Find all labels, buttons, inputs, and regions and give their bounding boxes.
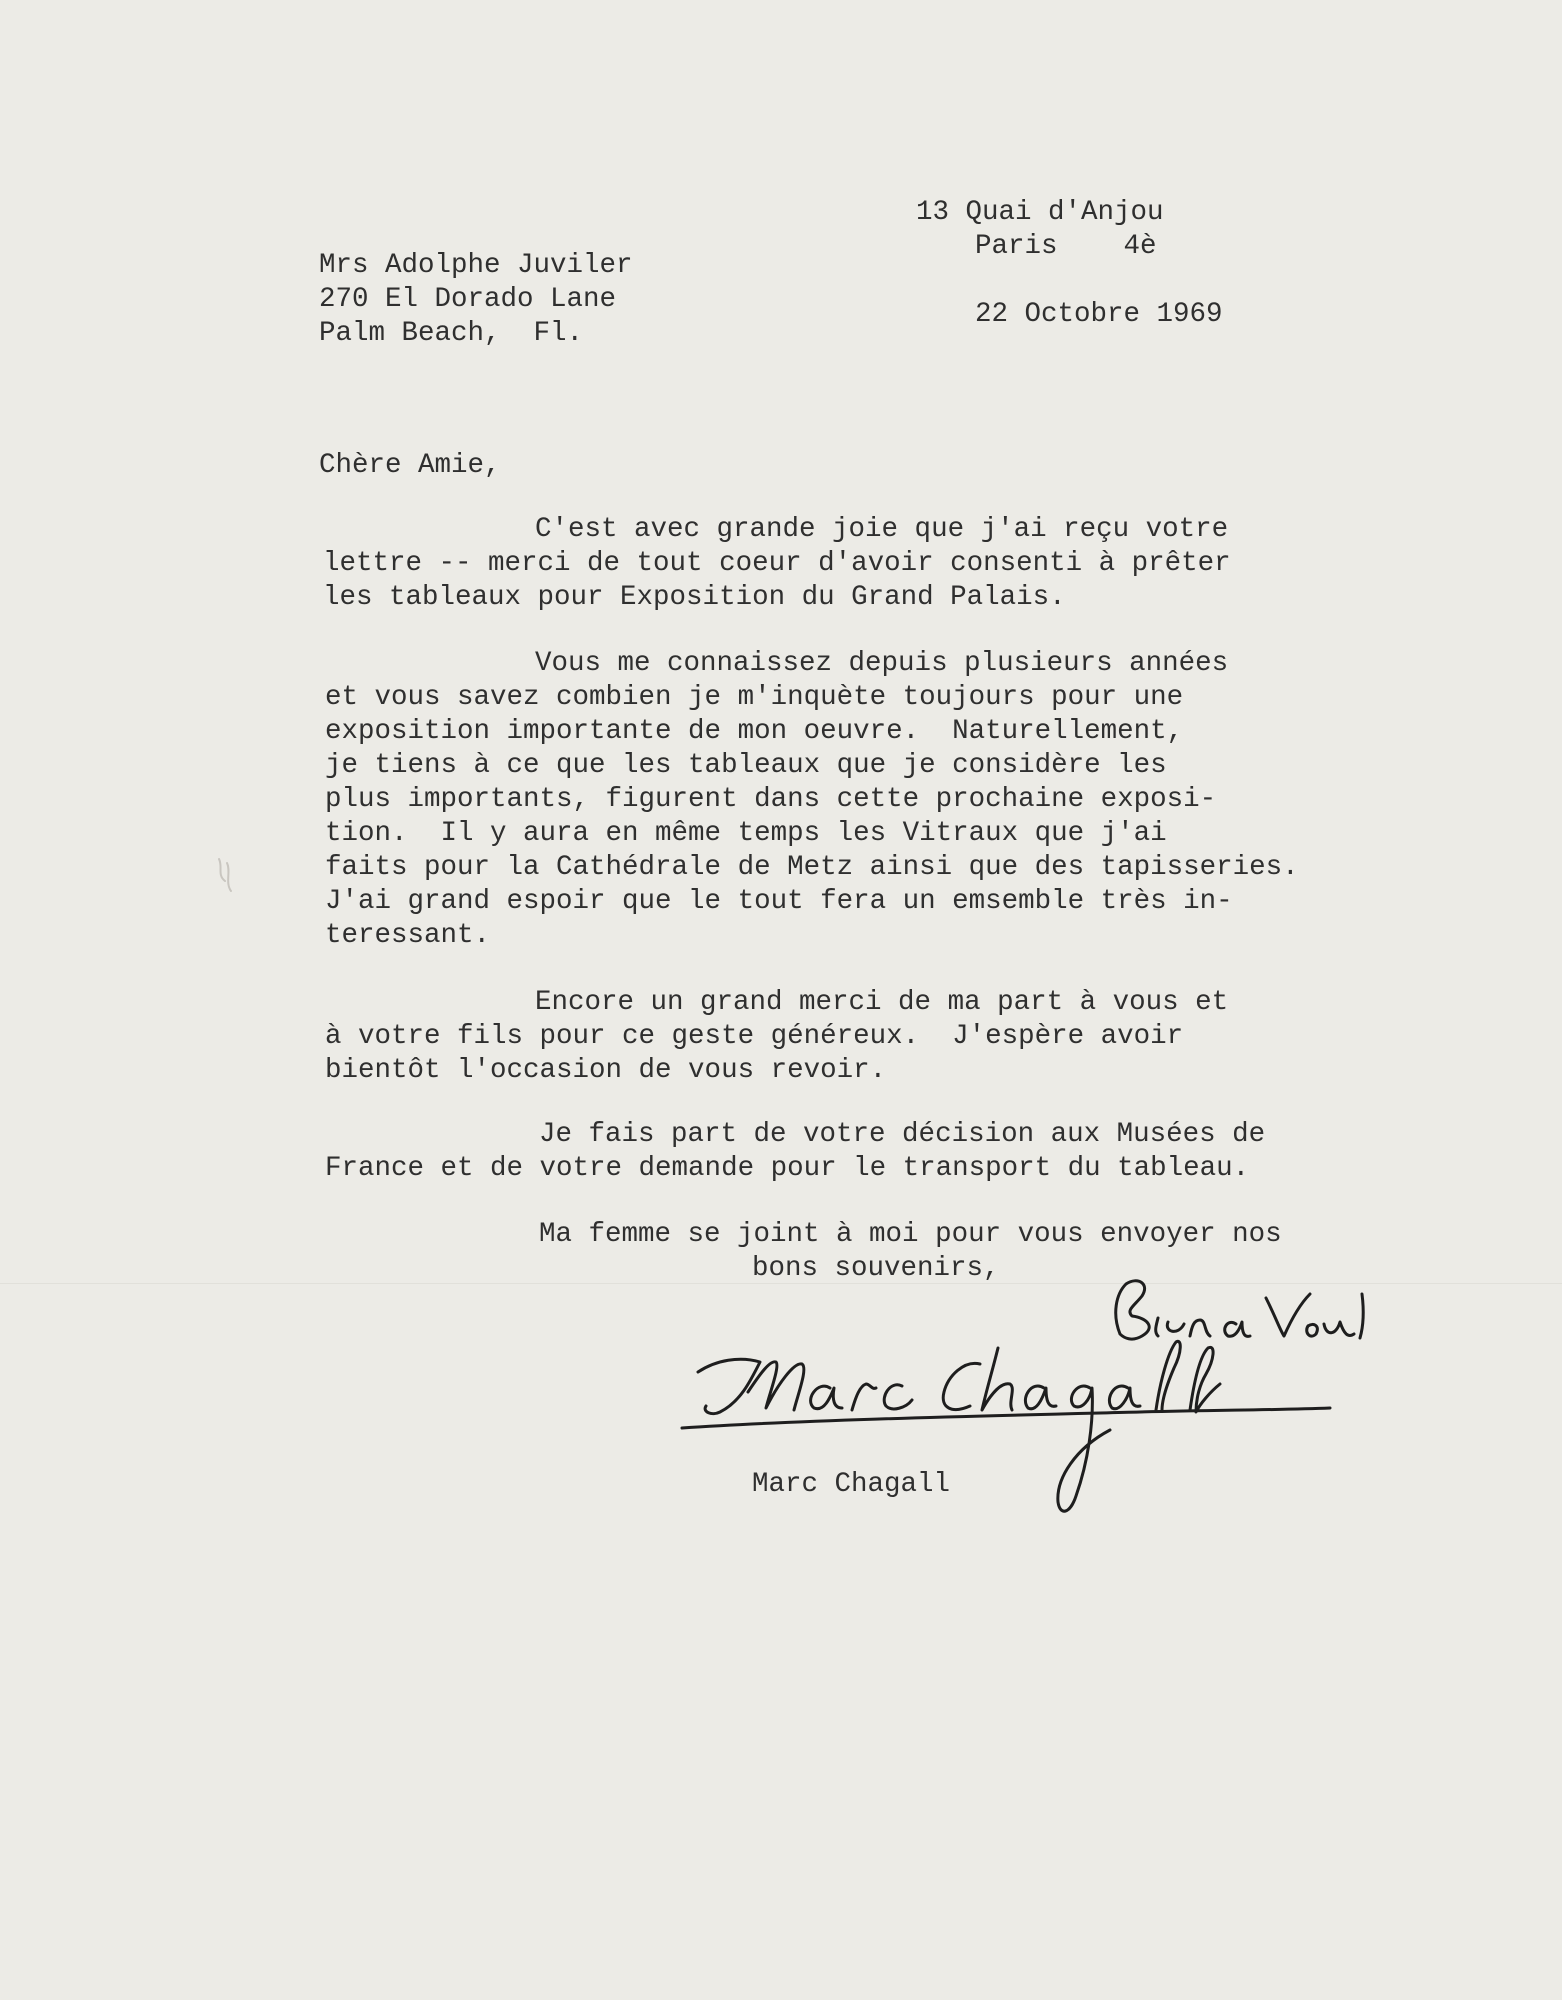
handwritten-note	[1116, 1281, 1364, 1339]
letter-date: 22 Octobre 1969	[975, 299, 1223, 330]
paragraph-2-line-1: Vous me connaissez depuis plusieurs années	[535, 648, 1229, 679]
paragraph-4-line-1: Je fais part de votre décision aux Musées de	[539, 1119, 1266, 1150]
paragraph-1-line-2: lettre -- merci de tout coeur d'avoir consenti à prêter	[323, 548, 1231, 579]
paragraph-2-line-4: je tiens à ce que les tableaux que je considère les	[325, 750, 1167, 781]
paragraph-2-line-6: tion. Il y aura en même temps les Vitraux que j'ai	[325, 818, 1167, 849]
paragraph-2-line-2: et vous savez combien je m'inquète toujours pour une	[325, 682, 1184, 713]
recipient-street: 270 El Dorado Lane	[319, 284, 617, 315]
closing-line-2: bons souvenirs,	[752, 1253, 1000, 1284]
recipient-name: Mrs Adolphe Juviler	[319, 250, 633, 281]
typed-signature-name: Marc Chagall	[752, 1469, 951, 1500]
paragraph-1-line-1: C'est avec grande joie que j'ai reçu votre	[535, 514, 1229, 545]
paragraph-2-line-3: exposition importante de mon oeuvre. Naturellement,	[325, 716, 1184, 747]
paragraph-4-line-2: France et de votre demande pour le transport du tableau.	[325, 1153, 1250, 1184]
sender-address-line-2: Paris 4è	[975, 231, 1157, 262]
closing-line-1: Ma femme se joint à moi pour vous envoyer nos	[539, 1219, 1282, 1250]
paragraph-3-line-2: à votre fils pour ce geste généreux. J'espère avoir	[325, 1021, 1184, 1052]
paragraph-2-line-7: faits pour la Cathédrale de Metz ainsi que des tapisseries.	[325, 852, 1299, 883]
pencil-mark	[213, 853, 239, 897]
paragraph-1-line-3: les tableaux pour Exposition du Grand Palais.	[323, 582, 1066, 613]
paragraph-2-line-8: J'ai grand espoir que le tout fera un emsemble très in-	[325, 886, 1233, 917]
recipient-city: Palm Beach, Fl.	[319, 318, 584, 349]
paragraph-2-line-5: plus importants, figurent dans cette prochaine exposi-	[325, 784, 1217, 815]
sender-address-line-1: 13 Quai d'Anjou	[916, 197, 1164, 228]
paragraph-3-line-1: Encore un grand merci de ma part à vous et	[535, 987, 1229, 1018]
paragraph-3-line-3: bientôt l'occasion de vous revoir.	[325, 1055, 887, 1086]
paragraph-2-line-9: teressant.	[325, 920, 491, 951]
salutation: Chère Amie,	[319, 450, 501, 481]
